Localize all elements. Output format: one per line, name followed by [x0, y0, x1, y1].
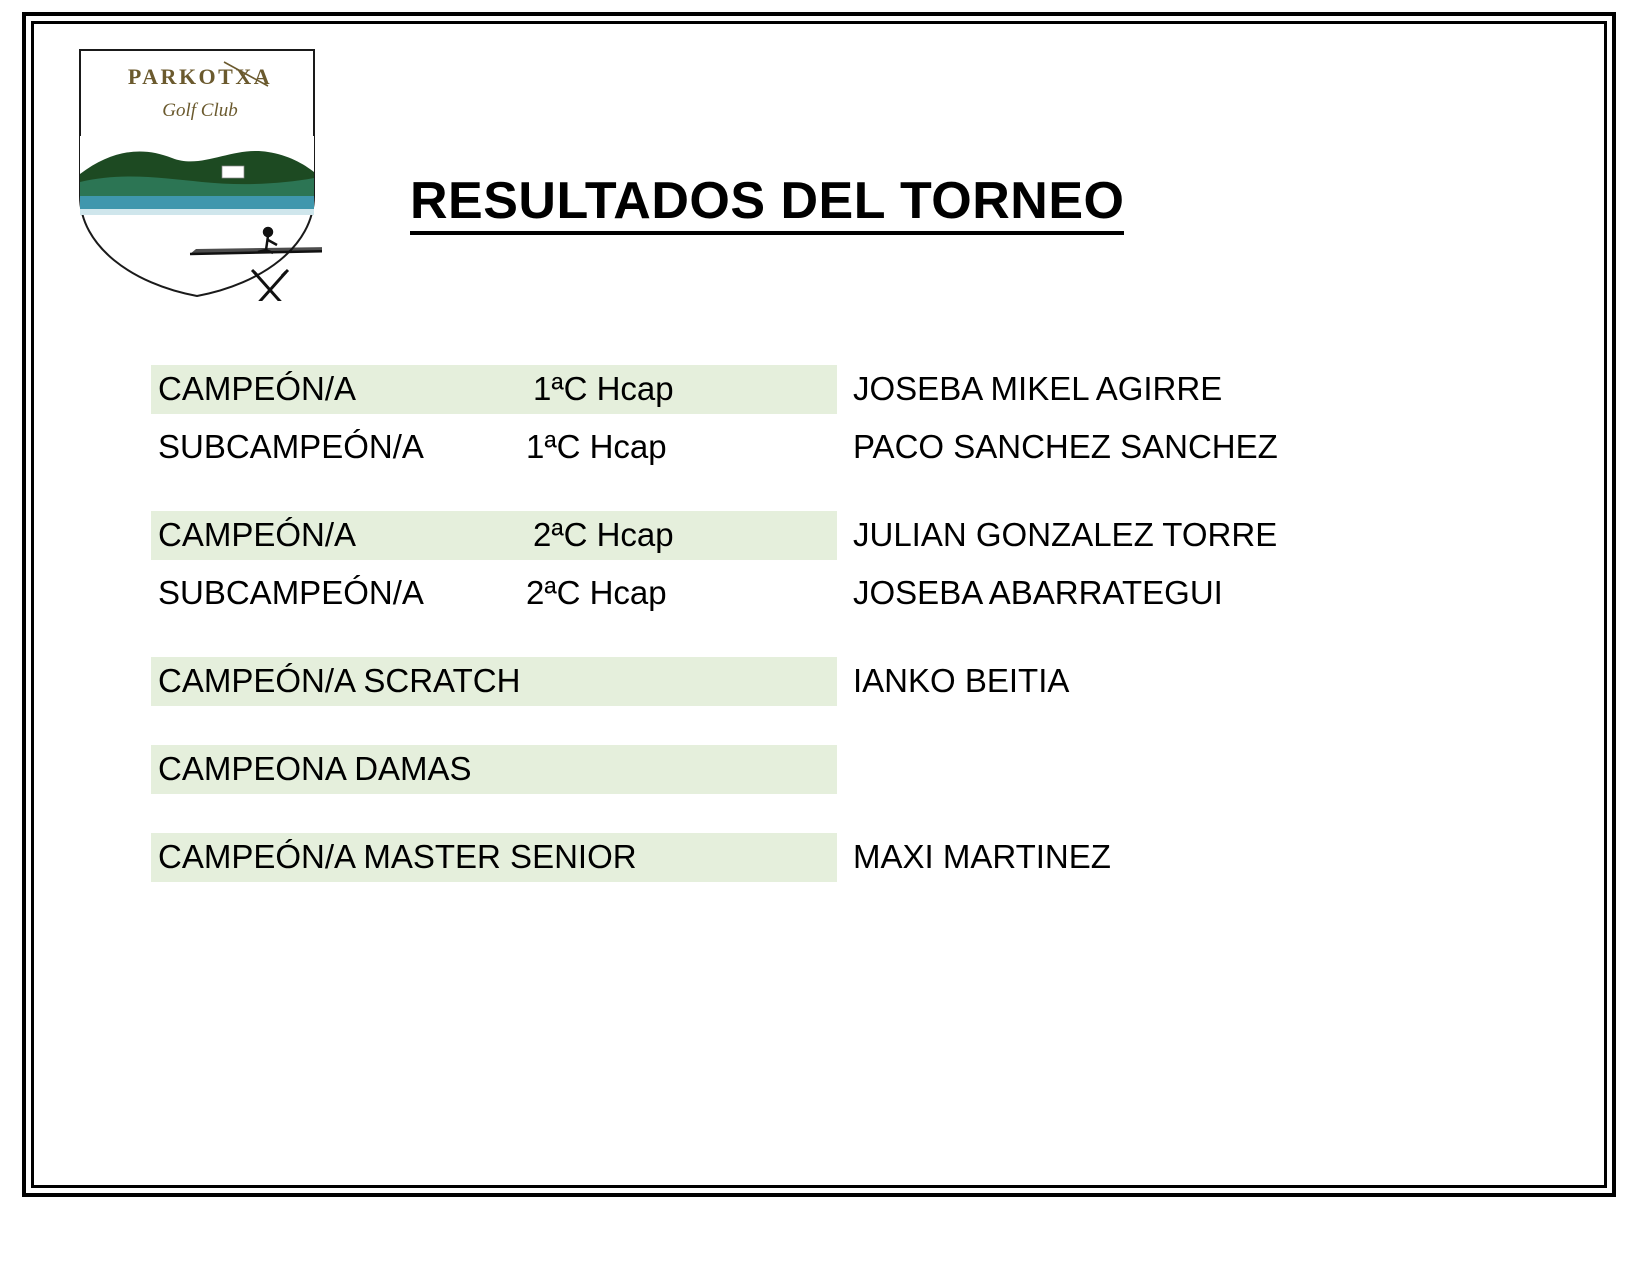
result-hcap: 1ªC Hcap [533, 370, 674, 407]
result-row [151, 740, 1451, 798]
result-category: SUBCAMPEÓN/A [158, 428, 424, 465]
result-category: CAMPEÓN/A MASTER SENIOR [158, 838, 637, 875]
result-hcap: 1ªC Hcap [526, 428, 667, 465]
result-winner: MAXI MARTINEZ [853, 838, 1111, 875]
page-title: RESULTADOS DEL TORNEO [410, 175, 1124, 235]
result-label-cell [151, 423, 837, 472]
row-spacer [151, 476, 1451, 506]
result-label-cell [151, 745, 837, 794]
result-row [151, 652, 1451, 710]
result-winner: IANKO BEITIA [853, 662, 1070, 699]
results-list [151, 360, 1451, 886]
result-winner: JOSEBA MIKEL AGIRRE [853, 370, 1223, 407]
result-label-cell [151, 365, 837, 414]
result-label-cell [151, 657, 837, 706]
result-label-cell [151, 833, 837, 882]
row-spacer [151, 710, 1451, 740]
result-category: SUBCAMPEÓN/A [158, 574, 424, 611]
result-row [151, 828, 1451, 886]
result-winner: PACO SANCHEZ SANCHEZ [853, 428, 1278, 465]
result-row [151, 360, 1451, 418]
result-winner: JOSEBA ABARRATEGUI [853, 574, 1223, 611]
row-spacer [151, 622, 1451, 652]
result-label-cell [151, 569, 837, 618]
crest-club-subtitle: Golf Club [162, 100, 238, 121]
row-spacer [151, 798, 1451, 828]
crest-club-name: PARKOTXA [127, 64, 273, 89]
result-hcap: 2ªC Hcap [526, 574, 667, 611]
club-crest-logo [72, 46, 322, 301]
result-category: CAMPEÓN/A [158, 370, 357, 407]
result-row [151, 564, 1451, 622]
result-winner: JULIAN GONZALEZ TORRE [853, 516, 1278, 553]
result-category: CAMPEONA DAMAS [158, 750, 472, 787]
result-row [151, 506, 1451, 564]
result-label-cell [151, 511, 837, 560]
result-category: CAMPEÓN/A [158, 516, 357, 553]
result-hcap: 2ªC Hcap [533, 516, 674, 553]
result-category: CAMPEÓN/A SCRATCH [158, 662, 521, 699]
result-row [151, 418, 1451, 476]
